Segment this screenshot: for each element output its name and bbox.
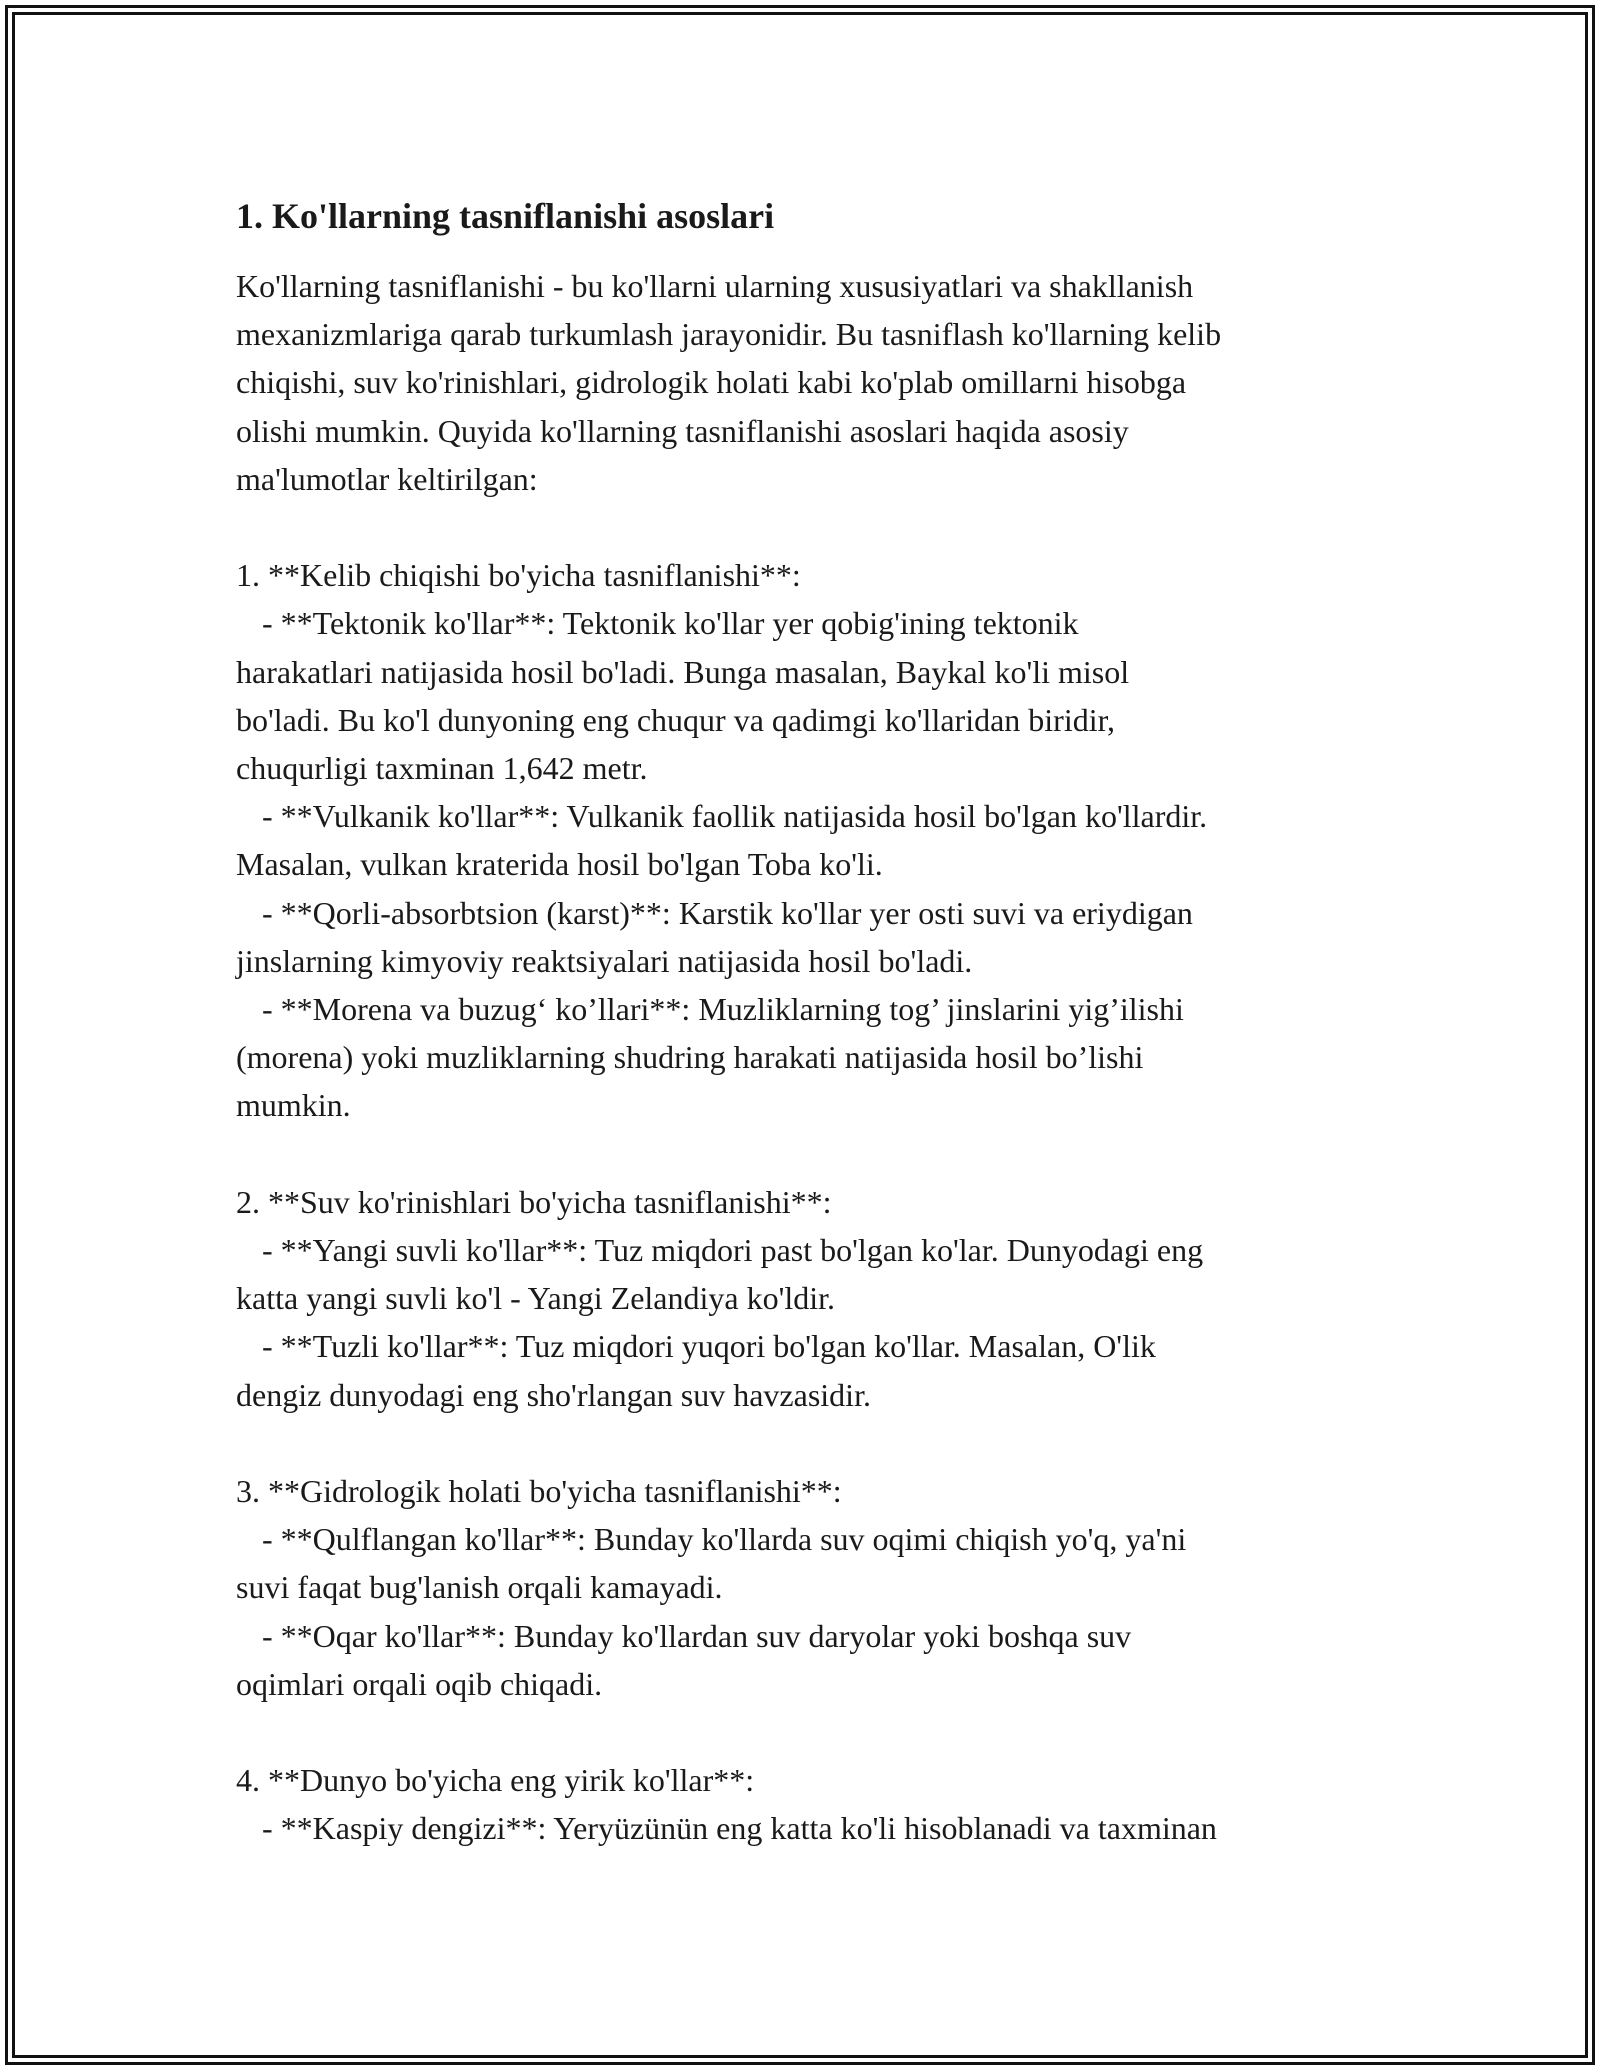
text-line: - **Kaspiy dengizi**: Yeryüzünün eng katta ko'li hisoblanadi va taxminan — [262, 1810, 1217, 1847]
text-line: oqimlari orqali oqib chiqadi. — [236, 1665, 603, 1702]
text-line: harakatlari natijasida hosil bo'ladi. Bunga masalan, Baykal ko'li misol — [236, 653, 1130, 690]
document-body — [236, 262, 1386, 1853]
blank-line — [236, 503, 1386, 551]
text-line: (morena) yoki muzliklarning shudring harakati natijasida hosil bo’lishi — [236, 1039, 1144, 1076]
text-line: - **Yangi suvli ko'llar**: Tuz miqdori past bo'lgan ko'lar. Dunyodagi eng — [262, 1232, 1204, 1269]
text-line: 2. **Suv ko'rinishlari bo'yicha tasniflanishi**: — [236, 1183, 832, 1220]
text-line: jinslarning kimyoviy reaktsiyalari natijasida hosil bo'ladi. — [236, 942, 973, 979]
section-heading: 1. Ko'llarning tasniflanishi asoslari — [236, 196, 775, 236]
document-content — [236, 186, 1386, 1853]
text-line: Ko'llarning tasniflanishi - bu ko'llarni ularning xususiyatlari va shakllanish — [236, 268, 1194, 304]
text-line: bo'ladi. Bu ko'l dunyoning eng chuqur va qadimgi ko'llaridan biridir, — [236, 701, 1115, 738]
blank-line — [236, 1708, 1386, 1756]
text-line: 1. **Kelib chiqishi bo'yicha tasniflanishi**: — [236, 557, 801, 594]
text-line: - **Oqar ko'llar**: Bunday ko'llardan suv daryolar yoki boshqa suv — [262, 1617, 1132, 1654]
text-line: - **Vulkanik ko'llar**: Vulkanik faollik natijasida hosil bo'lgan ko'llardir. — [262, 798, 1208, 835]
text-line: - **Tuzli ko'llar**: Tuz miqdori yuqori bo'lgan ko'llar. Masalan, O'lik — [262, 1328, 1156, 1365]
blank-line — [236, 1130, 1386, 1178]
text-line: Masalan, vulkan kraterida hosil bo'lgan Toba ko'li. — [236, 846, 883, 883]
text-line: ma'lumotlar keltirilgan: — [236, 460, 538, 497]
text-line: dengiz dunyodagi eng sho'rlangan suv havzasidir. — [236, 1376, 871, 1413]
text-line: - **Qulflangan ko'llar**: Bunday ko'llarda suv oqimi chiqish yo'q, ya'ni — [262, 1521, 1187, 1558]
text-line: chiqishi, suv ko'rinishlari, gidrologik holati kabi ko'plab omillarni hisobga — [236, 364, 1187, 401]
blank-line — [236, 1419, 1386, 1467]
text-line: mumkin. — [236, 1087, 351, 1124]
text-line: - **Morena va buzug‘ ko’llari**: Muzliklarning tog’ jinslarini yig’ilishi — [262, 991, 1184, 1028]
text-line: suvi faqat bug'lanish orqali kamayadi. — [236, 1569, 723, 1606]
text-line: - **Qorli-absorbtsion (karst)**: Karstik ko'llar yer osti suvi va eriydigan — [262, 894, 1193, 931]
text-line: katta yangi suvli ko'l - Yangi Zelandiya ko'ldir. — [236, 1280, 836, 1317]
text-line: chuqurligi taxminan 1,642 metr. — [236, 750, 648, 787]
text-line: mexanizmlariga qarab turkumlash jarayonidir. Bu tasniflash ko'llarning kelib — [236, 316, 1222, 353]
text-line: olishi mumkin. Quyida ko'llarning tasniflanishi asoslari haqida asosiy — [236, 412, 1129, 449]
text-line: 4. **Dunyo bo'yicha eng yirik ko'llar**: — [236, 1762, 755, 1799]
text-line: - **Tektonik ko'llar**: Tektonik ko'llar yer qobig'ining tektonik — [262, 605, 1079, 642]
text-line: 3. **Gidrologik holati bo'yicha tasniflanishi**: — [236, 1473, 842, 1510]
